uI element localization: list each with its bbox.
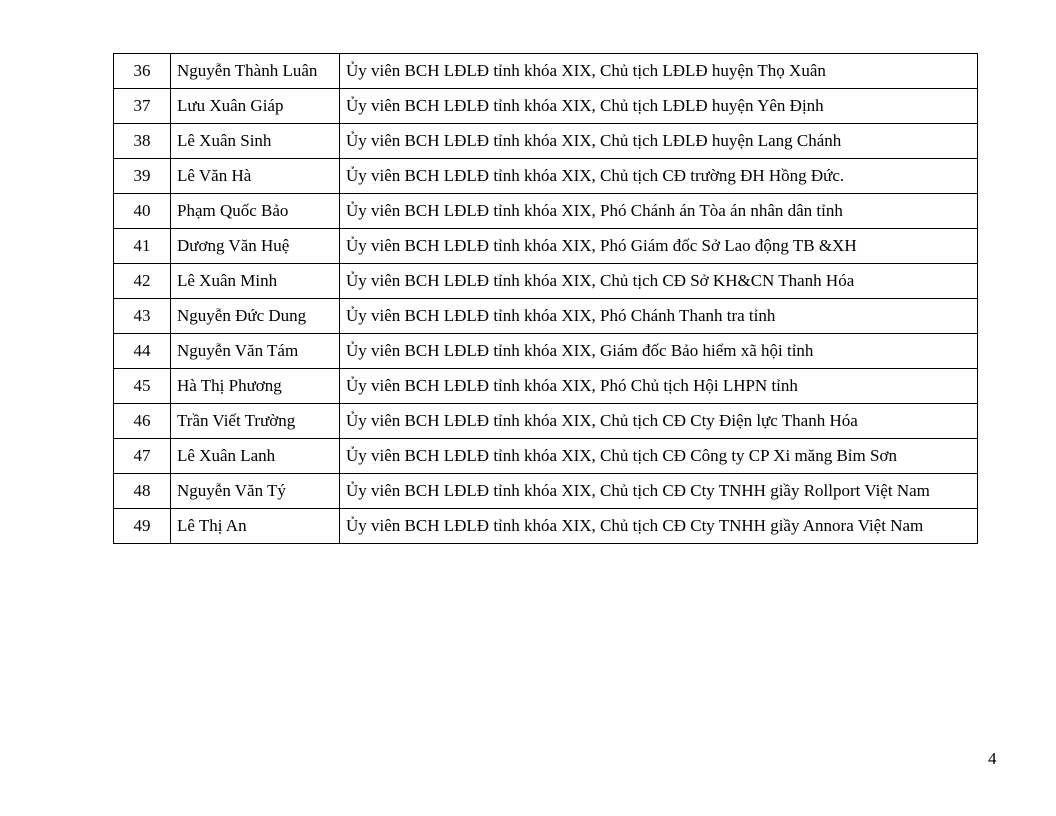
table-row (114, 439, 978, 474)
member-role: Ủy viên BCH LĐLĐ tỉnh khóa XIX, Chủ tịch CĐ trường ĐH Hồng Đức. (340, 159, 978, 194)
table-row (114, 264, 978, 299)
members-table (113, 53, 978, 544)
table-row (114, 509, 978, 544)
table-row (114, 404, 978, 439)
table-row (114, 369, 978, 404)
table-row (114, 229, 978, 264)
row-number: 48 (114, 474, 171, 509)
member-role: Ủy viên BCH LĐLĐ tỉnh khóa XIX, Chủ tịch CĐ Công ty CP Xi măng Bỉm Sơn (340, 439, 978, 474)
member-name: Lê Xuân Lanh (171, 439, 340, 474)
row-number: 43 (114, 299, 171, 334)
table-row (114, 124, 978, 159)
member-role: Ủy viên BCH LĐLĐ tỉnh khóa XIX, Phó Chủ tịch Hội LHPN tỉnh (340, 369, 978, 404)
row-number: 37 (114, 89, 171, 124)
table-row (114, 194, 978, 229)
member-role: Ủy viên BCH LĐLĐ tỉnh khóa XIX, Phó Giám đốc Sở Lao động TB &XH (340, 229, 978, 264)
member-role: Ủy viên BCH LĐLĐ tỉnh khóa XIX, Chủ tịch LĐLĐ huyện Lang Chánh (340, 124, 978, 159)
row-number: 44 (114, 334, 171, 369)
row-number: 46 (114, 404, 171, 439)
row-number: 49 (114, 509, 171, 544)
member-role: Ủy viên BCH LĐLĐ tỉnh khóa XIX, Chủ tịch LĐLĐ huyện Thọ Xuân (340, 54, 978, 89)
member-name: Nguyễn Đức Dung (171, 299, 340, 334)
page-number: 4 (988, 749, 997, 768)
table-row (114, 159, 978, 194)
member-name: Nguyễn Thành Luân (171, 54, 340, 89)
member-role: Ủy viên BCH LĐLĐ tỉnh khóa XIX, Giám đốc Bảo hiểm xã hội tỉnh (340, 334, 978, 369)
table-row (114, 334, 978, 369)
row-number: 41 (114, 229, 171, 264)
member-name: Dương Văn Huệ (171, 229, 340, 264)
member-name: Lê Thị An (171, 509, 340, 544)
row-number: 45 (114, 369, 171, 404)
row-number: 39 (114, 159, 171, 194)
table-row (114, 54, 978, 89)
member-name: Phạm Quốc Bảo (171, 194, 340, 229)
member-name: Hà Thị Phương (171, 369, 340, 404)
member-name: Nguyễn Văn Tám (171, 334, 340, 369)
member-name: Lê Xuân Sinh (171, 124, 340, 159)
row-number: 36 (114, 54, 171, 89)
member-role: Ủy viên BCH LĐLĐ tỉnh khóa XIX, Chủ tịch CĐ Cty Điện lực Thanh Hóa (340, 404, 978, 439)
members-table-body (114, 54, 978, 544)
member-name: Trần Viết Trường (171, 404, 340, 439)
table-row (114, 89, 978, 124)
member-role: Ủy viên BCH LĐLĐ tỉnh khóa XIX, Chủ tịch CĐ Cty TNHH giầy Annora Việt Nam (340, 509, 978, 544)
member-name: Lê Xuân Minh (171, 264, 340, 299)
member-role: Ủy viên BCH LĐLĐ tỉnh khóa XIX, Phó Chánh Thanh tra tỉnh (340, 299, 978, 334)
table-row (114, 299, 978, 334)
member-role: Ủy viên BCH LĐLĐ tỉnh khóa XIX, Chủ tịch LĐLĐ huyện Yên Định (340, 89, 978, 124)
member-role: Ủy viên BCH LĐLĐ tỉnh khóa XIX, Chủ tịch CĐ Cty TNHH giầy Rollport Việt Nam (340, 474, 978, 509)
member-name: Lưu Xuân Giáp (171, 89, 340, 124)
row-number: 40 (114, 194, 171, 229)
member-name: Lê Văn Hà (171, 159, 340, 194)
member-name: Nguyễn Văn Tý (171, 474, 340, 509)
row-number: 47 (114, 439, 171, 474)
member-role: Ủy viên BCH LĐLĐ tỉnh khóa XIX, Phó Chánh án Tòa án nhân dân tỉnh (340, 194, 978, 229)
member-role: Ủy viên BCH LĐLĐ tỉnh khóa XIX, Chủ tịch CĐ Sở KH&CN Thanh Hóa (340, 264, 978, 299)
row-number: 38 (114, 124, 171, 159)
table-row (114, 474, 978, 509)
row-number: 42 (114, 264, 171, 299)
